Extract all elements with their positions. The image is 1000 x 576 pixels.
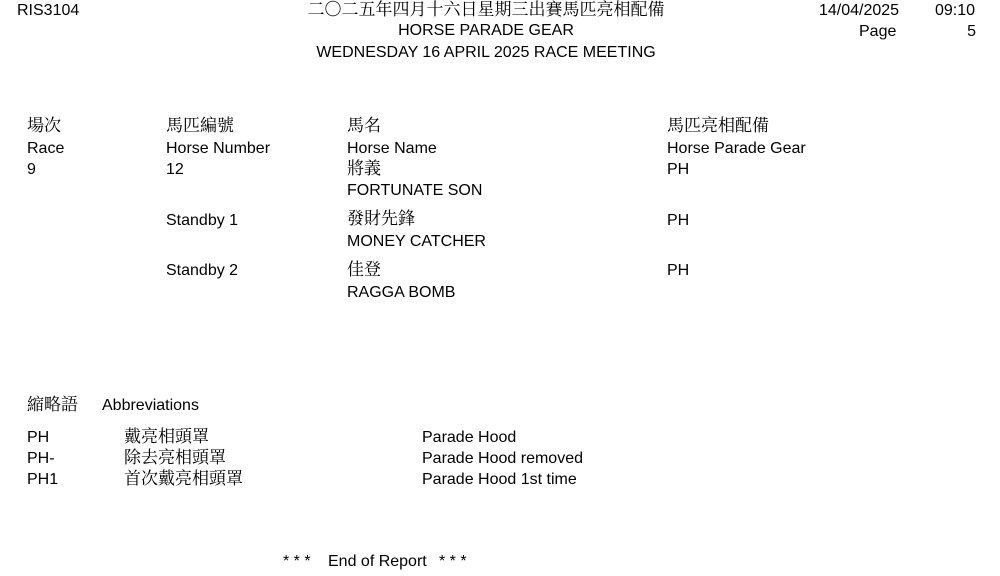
abbreviation-code: PH1 — [27, 471, 59, 488]
col-name-zh: 馬名 — [347, 116, 381, 135]
entry-gear: PH — [667, 262, 690, 279]
report-id: RIS3104 — [17, 2, 80, 19]
abbreviations-heading: Abbreviations — [102, 397, 199, 414]
report-time: 09:10 — [935, 2, 976, 19]
abbreviation-code: PH — [27, 429, 50, 446]
col-number-zh: 馬匹編號 — [166, 116, 234, 135]
abbreviations-heading-zh: 縮略語 — [27, 395, 78, 414]
page-label: Page — [859, 23, 897, 40]
abbreviation-zh: 戴亮相頭罩 — [124, 427, 209, 446]
entry-horse-number: 12 — [166, 161, 184, 178]
entry-horse-number: Standby 2 — [166, 262, 239, 279]
entry-gear: PH — [667, 161, 690, 178]
entry-horse-name-en: RAGGA BOMB — [347, 284, 456, 301]
entry-horse-name-zh: 將義 — [347, 159, 381, 178]
col-gear-en: Horse Parade Gear — [667, 140, 806, 157]
entry-gear: PH — [667, 212, 690, 229]
end-of-report: End of Report — [328, 553, 427, 570]
entry-horse-number: Standby 1 — [166, 212, 239, 229]
col-race-zh: 場次 — [27, 116, 61, 135]
footer-stars-left: * * * — [283, 553, 311, 570]
abbreviation-en: Parade Hood removed — [422, 450, 583, 467]
entry-horse-name-en: MONEY CATCHER — [347, 233, 486, 250]
abbreviation-code: PH- — [27, 450, 55, 467]
report-subtitle: WEDNESDAY 16 APRIL 2025 RACE MEETING — [316, 44, 656, 61]
footer-stars-right: * * * — [439, 553, 467, 570]
page-number: 5 — [967, 23, 976, 40]
entry-horse-name-en: FORTUNATE SON — [347, 182, 483, 199]
col-number-en: Horse Number — [166, 140, 271, 157]
abbreviation-zh: 首次戴亮相頭罩 — [124, 469, 243, 488]
abbreviation-en: Parade Hood — [422, 429, 517, 446]
entry-horse-name-zh: 發財先鋒 — [347, 209, 415, 228]
report-date: 14/04/2025 — [819, 2, 900, 19]
report-title-chinese: 二〇二五年四月十六日星期三出賽馬匹亮相配備 — [307, 0, 665, 19]
col-gear-zh: 馬匹亮相配備 — [667, 116, 769, 135]
col-name-en: Horse Name — [347, 140, 437, 157]
report-title: HORSE PARADE GEAR — [398, 22, 574, 39]
col-race-en: Race — [27, 140, 65, 157]
abbreviation-zh: 除去亮相頭罩 — [124, 448, 226, 467]
entry-horse-name-zh: 佳登 — [347, 260, 381, 279]
entry-race: 9 — [27, 161, 36, 178]
abbreviation-en: Parade Hood 1st time — [422, 471, 577, 488]
